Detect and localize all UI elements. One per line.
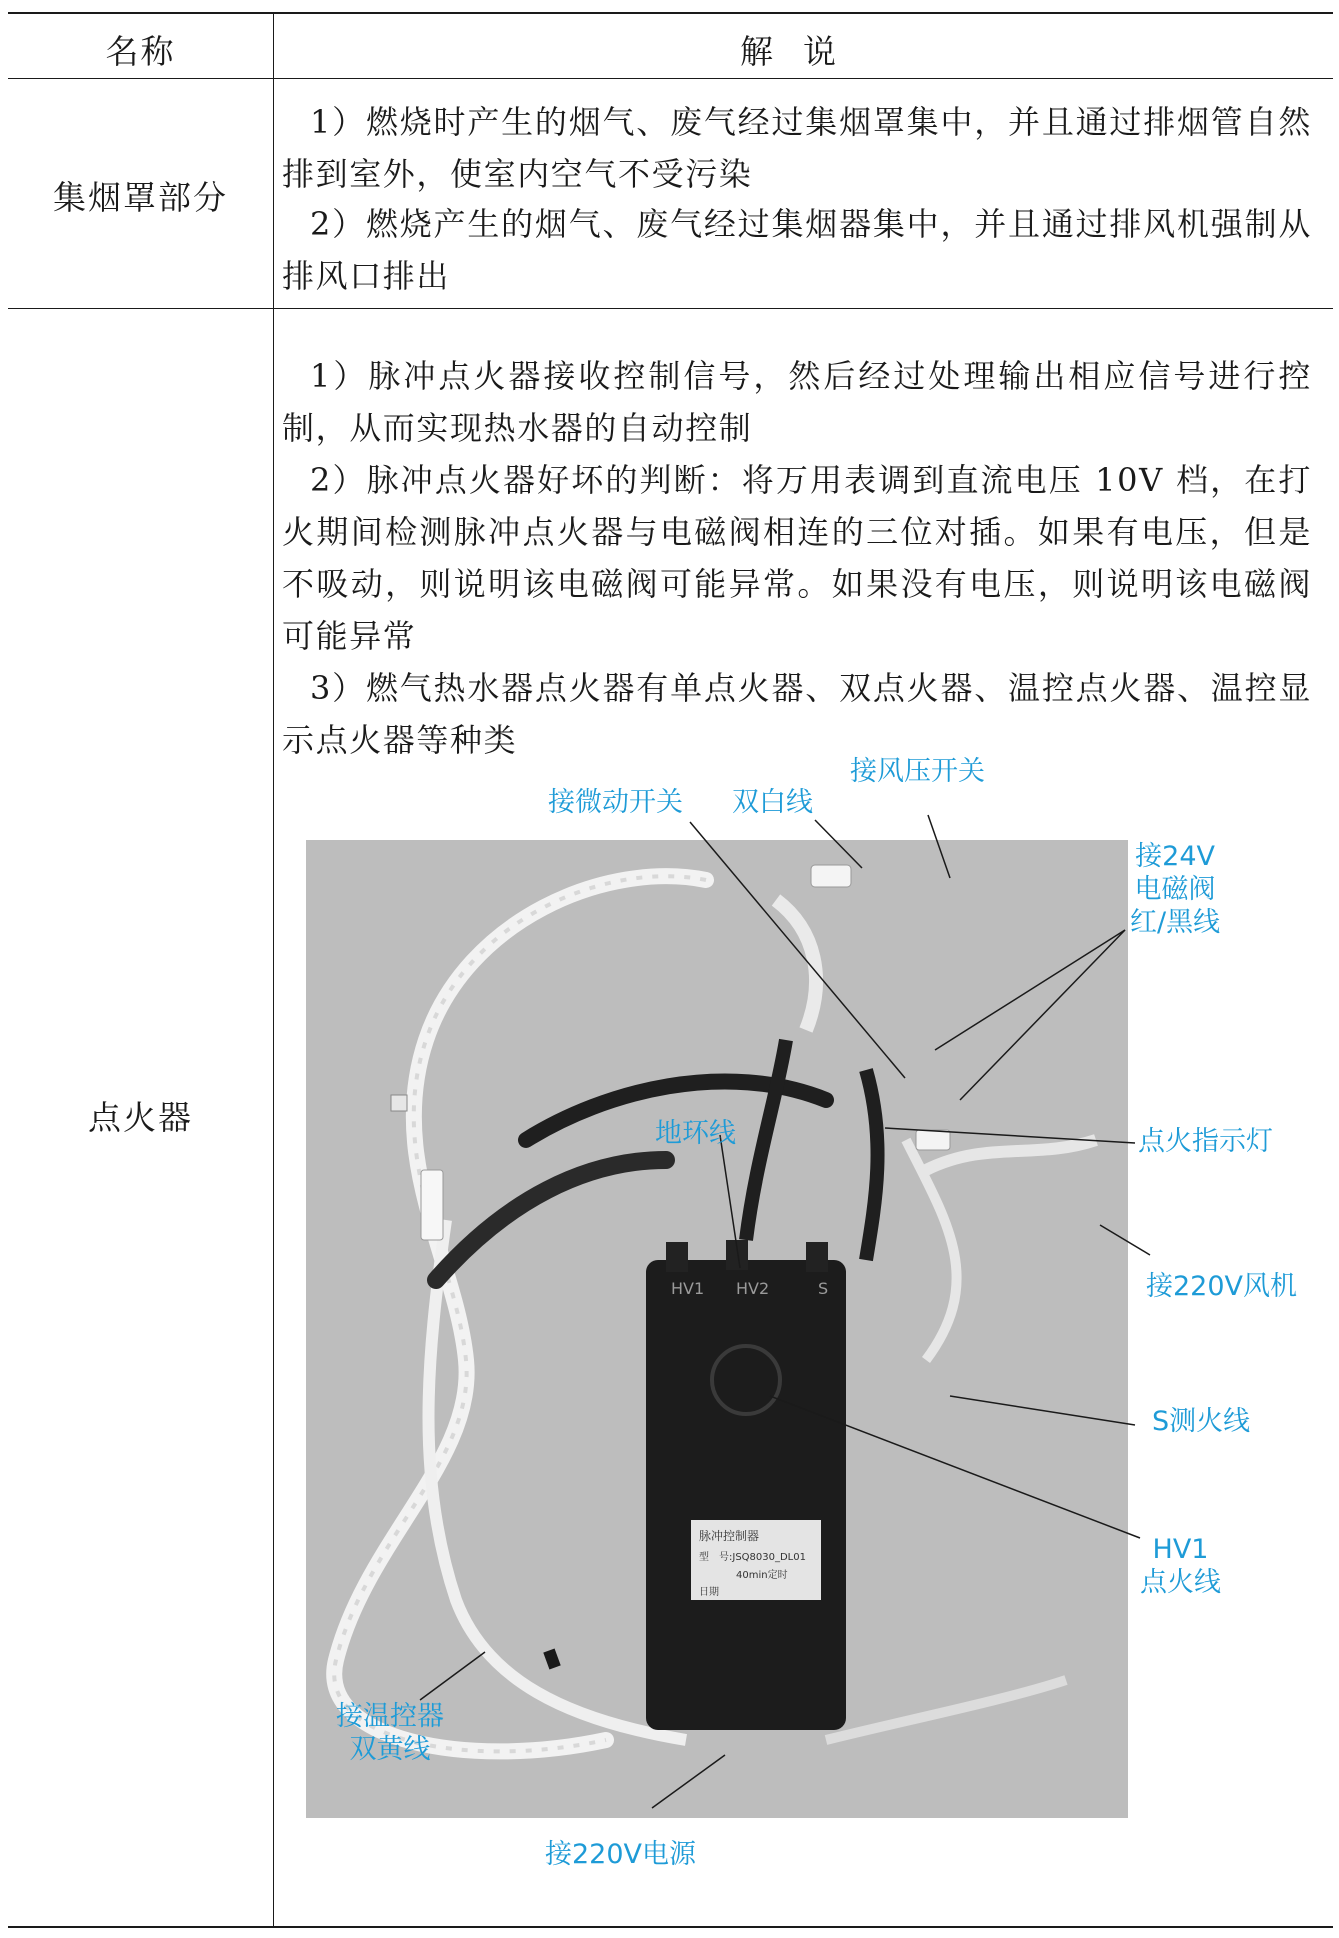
- device-label-date: 日期: [699, 1587, 719, 1598]
- igniter-paragraph-3: 3）燃气热水器点火器有单点火器、双点火器、温控点火器、温控显示点火器等种类: [282, 669, 1312, 759]
- header-name-cell: 名称: [105, 32, 176, 71]
- hv1-marking: HV1: [671, 1279, 705, 1298]
- igniter-paragraph-2: 2）脉冲点火器好坏的判断：将万用表调到直流电压 10V 档，在打火期间检测脉冲点火器与电磁阀相连的三位对插。如果有电压，但是不吸动，则说明该电磁阀可能异常。如果没有电压，则说明该电磁阀可能异常: [282, 461, 1312, 655]
- header-bottom-rule: [8, 78, 1333, 79]
- igniter-paragraph-1: 1）脉冲点火器接收控制信号，然后经过处理输出相应信号进行控制，从而实现热水器的自动控制: [282, 357, 1312, 447]
- header-description-cell: 解说: [740, 32, 866, 71]
- callout-solenoid-line3: 红/黑线: [1130, 907, 1221, 938]
- callout-hv1: [1140, 1533, 1221, 1599]
- smoke-hood-paragraph-1: 1）燃烧时产生的烟气、废气经过集烟罩集中，并且通过排烟管自然排到室外，使室内空气不受污染: [282, 103, 1312, 193]
- s-marking: S: [818, 1279, 829, 1298]
- callout-micro-switch: 接微动开关: [548, 787, 683, 818]
- column-divider: [273, 12, 274, 1928]
- row1-bottom-rule: [8, 308, 1333, 309]
- white-connector: [421, 1170, 443, 1240]
- callout-wind-pressure: 接风压开关: [850, 756, 985, 787]
- fan-connector: [916, 1130, 950, 1150]
- callout-hv1-line1: HV1: [1152, 1534, 1209, 1565]
- small-connector: [391, 1095, 407, 1111]
- hv2-marking: HV2: [736, 1279, 770, 1298]
- device-label-model: 型 号:JSQ8030_DL01: [699, 1552, 806, 1563]
- callout-flame-sense: S测火线: [1152, 1406, 1251, 1437]
- callout-ignition-light: 点火指示灯: [1138, 1126, 1273, 1157]
- callout-solenoid-line1: 接24V: [1135, 841, 1215, 872]
- table-top-rule: [8, 12, 1333, 14]
- device-label-title: 脉冲控制器: [699, 1529, 760, 1543]
- igniter-photo: [306, 840, 1128, 1818]
- wind-pressure-connector: [811, 865, 851, 887]
- callout-thermostat-line1: 接温控器: [336, 1701, 444, 1732]
- callout-fan: 接220V风机: [1146, 1271, 1298, 1302]
- row-name-smoke-hood: 集烟罩部分: [53, 178, 228, 217]
- callout-thermostat-line2: 双黄线: [349, 1734, 431, 1765]
- callout-double-white: 双白线: [732, 787, 813, 818]
- controller-box: [646, 1260, 846, 1730]
- callout-ground-loop: 地环线: [655, 1118, 736, 1149]
- callout-thermostat: [336, 1700, 444, 1766]
- table-bottom-rule: [8, 1926, 1333, 1928]
- callout-power: 接220V电源: [545, 1839, 697, 1870]
- row-name-igniter: 点火器: [88, 1098, 193, 1137]
- callout-solenoid: [1130, 840, 1220, 939]
- smoke-hood-paragraph-2: 2）燃烧产生的烟气、废气经过集烟器集中，并且通过排风机强制从排风口排出: [282, 205, 1312, 295]
- callout-hv1-line2: 点火线: [1140, 1567, 1221, 1598]
- device-label-timer: 40min定时: [736, 1570, 788, 1581]
- callout-solenoid-line2: 电磁阀: [1134, 874, 1216, 905]
